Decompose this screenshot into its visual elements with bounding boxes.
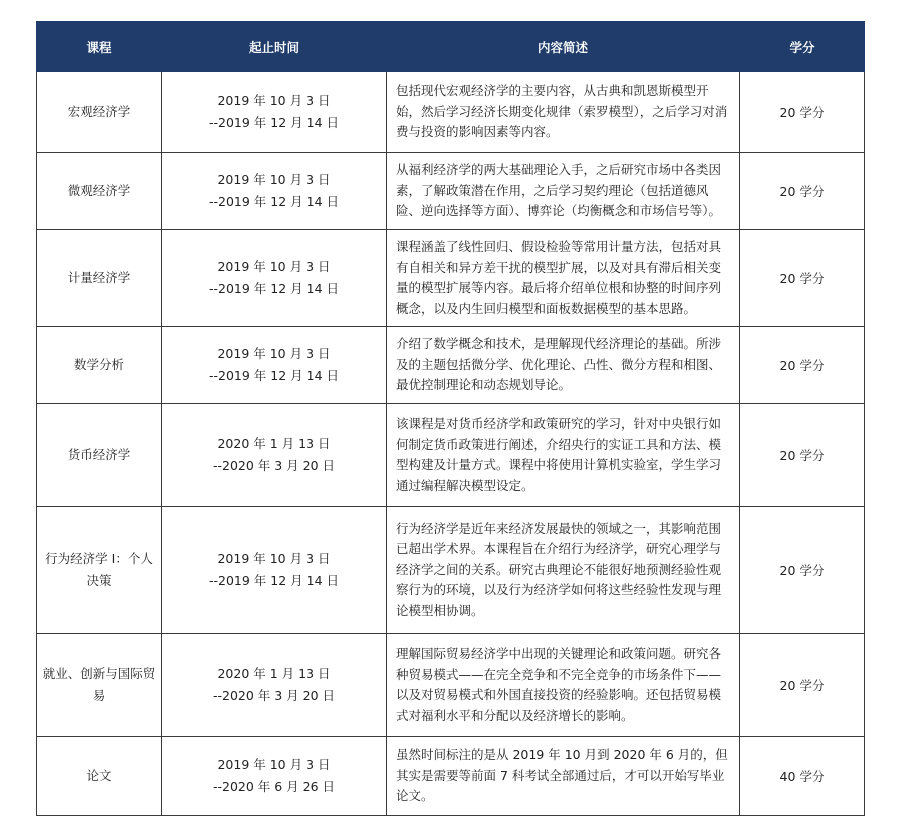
course-name: 计量经济学 (37, 230, 162, 327)
header-course: 课程 (37, 22, 162, 72)
course-description: 包括现代宏观经济学的主要内容，从古典和凯恩斯模型开始，然后学习经济长期变化规律（索罗模型），之后学习对消费与投资的影响因素等内容。 (387, 72, 740, 153)
table-row (37, 507, 865, 634)
course-name: 数学分析 (37, 327, 162, 404)
course-period (162, 507, 387, 634)
course-description: 虽然时间标注的是从 2019 年 10 月到 2020 年 6 月的，但其实是需要等前面 7 科考试全部通过后，才可以开始写毕业论文。 (387, 737, 740, 816)
end-date: --2019 年 12 月 14 日 (208, 115, 339, 130)
start-date: 2019 年 10 月 3 日 (217, 551, 331, 566)
header-period: 起止时间 (162, 22, 387, 72)
table-row (37, 153, 865, 230)
course-period (162, 230, 387, 327)
end-date: --2020 年 6 月 26 日 (212, 779, 336, 794)
course-name: 行为经济学 I：个人决策 (37, 507, 162, 634)
table-row (37, 634, 865, 737)
course-description: 该课程是对货币经济学和政策研究的学习，针对中央银行如何制定货币政策进行阐述，介绍央行的实证工具和方法、模型构建及计量方式。课程中将使用计算机实验室，学生学习通过编程解决模型设定。 (387, 404, 740, 507)
table-row (37, 230, 865, 327)
course-description: 课程涵盖了线性回归、假设检验等常用计量方法，包括对具有自相关和异方差干扰的模型扩展，以及对具有滞后相关变量的模型扩展等内容。最后将介绍单位根和协整的时间序列概念，以及内生回归模型和面板数据模型的基本思路。 (387, 230, 740, 327)
course-table (36, 21, 865, 816)
course-period (162, 153, 387, 230)
table-row (37, 72, 865, 153)
header-credits: 学分 (740, 22, 865, 72)
header-description: 内容简述 (387, 22, 740, 72)
course-period (162, 634, 387, 737)
end-date: --2020 年 3 月 20 日 (212, 688, 336, 703)
start-date: 2019 年 10 月 3 日 (217, 172, 331, 187)
table-row (37, 327, 865, 404)
course-description: 理解国际贸易经济学中出现的关键理论和政策问题。研究各种贸易模式——在完全竞争和不完全竞争的市场条件下——以及对贸易模式和外国直接投资的经验影响。还包括贸易模式对福利水平和分配以及经济增长的影响。 (387, 634, 740, 737)
start-date: 2019 年 10 月 3 日 (217, 757, 331, 772)
end-date: --2019 年 12 月 14 日 (208, 281, 339, 296)
course-period (162, 404, 387, 507)
course-name: 就业、创新与国际贸易 (37, 634, 162, 737)
start-date: 2019 年 10 月 3 日 (217, 259, 331, 274)
course-credits: 20 学分 (740, 327, 865, 404)
course-credits: 20 学分 (740, 507, 865, 634)
course-credits: 20 学分 (740, 230, 865, 327)
start-date: 2020 年 1 月 13 日 (217, 666, 331, 681)
course-description: 行为经济学是近年来经济发展最快的领域之一，其影响范围已超出学术界。本课程旨在介绍行为经济学，研究心理学与经济学之间的关系。研究古典理论不能很好地预测经验性观察行为的环境，以及行为经济学如何将这些经验性发现与理论模型相协调。 (387, 507, 740, 634)
course-period (162, 72, 387, 153)
course-description: 从福利经济学的两大基础理论入手，之后研究市场中各类因素，了解政策潜在作用，之后学习契约理论（包括道德风险、逆向选择等方面）、博弈论（均衡概念和市场信号等）。 (387, 153, 740, 230)
course-credits: 20 学分 (740, 634, 865, 737)
course-period (162, 737, 387, 816)
course-name: 微观经济学 (37, 153, 162, 230)
course-name: 宏观经济学 (37, 72, 162, 153)
start-date: 2020 年 1 月 13 日 (217, 436, 331, 451)
course-period (162, 327, 387, 404)
end-date: --2019 年 12 月 14 日 (208, 573, 339, 588)
course-description: 介绍了数学概念和技术，是理解现代经济理论的基础。所涉及的主题包括微分学、优化理论、凸性、微分方程和相图、最优控制理论和动态规划导论。 (387, 327, 740, 404)
end-date: --2019 年 12 月 14 日 (208, 194, 339, 209)
start-date: 2019 年 10 月 3 日 (217, 93, 331, 108)
start-date: 2019 年 10 月 3 日 (217, 346, 331, 361)
course-credits: 20 学分 (740, 404, 865, 507)
course-name: 论文 (37, 737, 162, 816)
table-header-row (37, 22, 865, 72)
course-credits: 20 学分 (740, 72, 865, 153)
course-name: 货币经济学 (37, 404, 162, 507)
course-credits: 20 学分 (740, 153, 865, 230)
end-date: --2019 年 12 月 14 日 (208, 368, 339, 383)
table-row (37, 404, 865, 507)
end-date: --2020 年 3 月 20 日 (212, 458, 336, 473)
table-row (37, 737, 865, 816)
course-credits: 40 学分 (740, 737, 865, 816)
